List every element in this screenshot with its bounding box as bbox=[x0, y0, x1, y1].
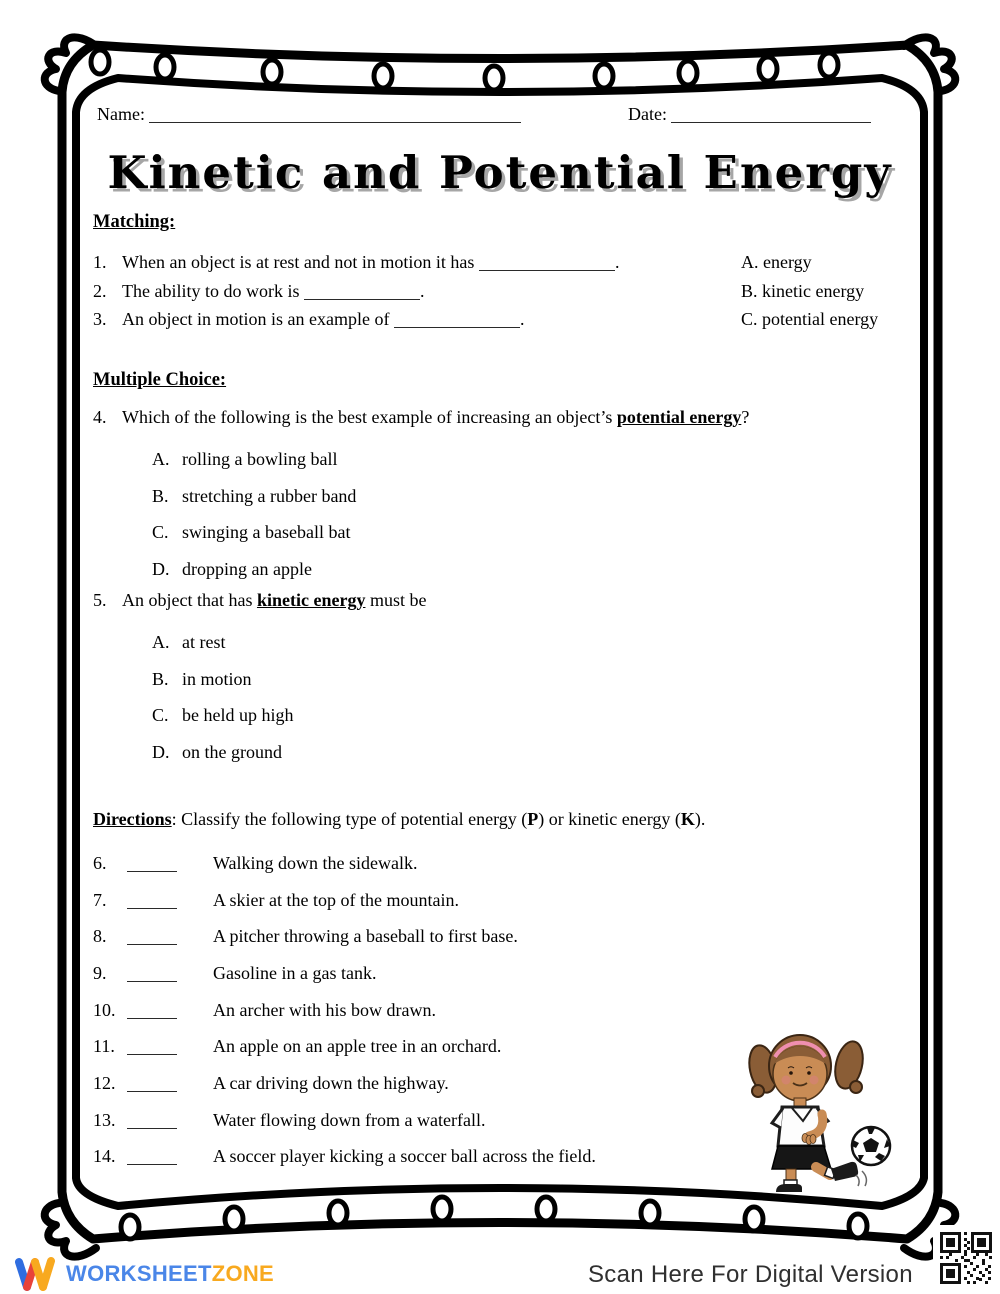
option-text: dropping an apple bbox=[182, 558, 312, 579]
classify-row-6 bbox=[93, 845, 596, 882]
question-keyword: kinetic energy bbox=[256, 590, 366, 610]
face bbox=[773, 1047, 827, 1101]
soccer-girl-clipart bbox=[748, 1022, 908, 1194]
question-text-tail: ? bbox=[741, 407, 750, 427]
option-text: be held up high bbox=[182, 705, 294, 725]
option-letter: A. bbox=[152, 449, 170, 469]
name-blank-line bbox=[149, 106, 521, 123]
brand-zone: ZONE bbox=[211, 1261, 275, 1286]
option-text: at rest bbox=[182, 632, 226, 652]
option-letter: A. bbox=[152, 632, 170, 652]
question-5 bbox=[93, 590, 426, 611]
question-text-pre: An object that has bbox=[122, 590, 257, 610]
question-text: An object in motion is an example of bbox=[122, 309, 390, 330]
multiple-choice-heading: Multiple Choice: bbox=[93, 370, 227, 390]
date-label: Date: bbox=[628, 104, 667, 124]
answer-blank-line bbox=[479, 254, 615, 271]
qr-code bbox=[933, 1225, 999, 1290]
question-text-tail: must be bbox=[365, 590, 427, 610]
classify-row-8 bbox=[93, 918, 596, 955]
matching-question-2 bbox=[93, 277, 619, 306]
answer-blank-line bbox=[127, 1148, 177, 1165]
item-number: 6. bbox=[93, 853, 107, 873]
item-text: A soccer player kicking a soccer ball across the field. bbox=[213, 1146, 596, 1167]
item-number: 12. bbox=[93, 1072, 116, 1093]
face-features bbox=[782, 1067, 819, 1086]
standing-leg bbox=[786, 1169, 796, 1182]
hair-fringe bbox=[774, 1046, 826, 1064]
question-tail: . bbox=[519, 309, 525, 330]
item-number: 10. bbox=[93, 999, 116, 1020]
headband bbox=[775, 1043, 825, 1057]
directions-label: Directions bbox=[93, 809, 172, 829]
directions-line bbox=[93, 809, 705, 830]
pigtails bbox=[748, 1039, 867, 1097]
option-letter: C. bbox=[152, 705, 169, 725]
matching-question-3 bbox=[93, 305, 619, 334]
option-letter: B. bbox=[152, 668, 169, 689]
answer-text: kinetic energy bbox=[762, 280, 865, 301]
option-b bbox=[152, 661, 293, 698]
matching-question-1 bbox=[93, 248, 619, 277]
answer-blank-line bbox=[127, 1075, 177, 1092]
option-a bbox=[152, 624, 293, 661]
item-number: 14. bbox=[93, 1146, 116, 1167]
item-number: 7. bbox=[93, 889, 107, 910]
matching-heading: Matching: bbox=[93, 212, 176, 232]
answer-blank-line bbox=[127, 892, 177, 909]
item-number: 8. bbox=[93, 926, 107, 947]
classify-row-13 bbox=[93, 1102, 596, 1139]
question-text: The ability to do work is bbox=[122, 280, 300, 301]
option-text: swinging a baseball bat bbox=[182, 522, 351, 542]
directions-colon: : bbox=[171, 809, 182, 829]
answer-text: potential energy bbox=[762, 309, 879, 330]
option-text: in motion bbox=[182, 668, 252, 689]
directions-k-symbol: K bbox=[680, 809, 695, 829]
item-number: 13. bbox=[93, 1109, 116, 1130]
item-text: Gasoline in a gas tank. bbox=[213, 962, 377, 983]
question-5-options bbox=[93, 624, 293, 770]
option-d bbox=[152, 734, 293, 771]
date-field bbox=[628, 104, 871, 125]
page-title: Kinetic and Potential Energy bbox=[107, 146, 893, 199]
answer-blank-line bbox=[127, 1002, 177, 1019]
item-number: 9. bbox=[93, 962, 107, 983]
hand bbox=[802, 1134, 816, 1145]
arm bbox=[809, 1114, 823, 1136]
shirt bbox=[778, 1107, 824, 1146]
answer-choice-a bbox=[741, 248, 878, 277]
sock-right bbox=[825, 1167, 837, 1179]
item-text: A pitcher throwing a baseball to first base. bbox=[213, 926, 518, 947]
date-blank-line bbox=[671, 106, 871, 123]
classify-row-9 bbox=[93, 955, 596, 992]
classify-row-14 bbox=[93, 1138, 596, 1175]
question-number: 4. bbox=[93, 407, 107, 427]
collar bbox=[792, 1108, 812, 1121]
question-text: When an object is at rest and not in motion it has bbox=[122, 252, 475, 272]
classify-row-12 bbox=[93, 1065, 596, 1102]
classification-list bbox=[93, 845, 596, 1175]
option-c bbox=[152, 514, 356, 551]
question-number: 5. bbox=[93, 590, 107, 610]
scan-here-text: Scan Here For Digital Version bbox=[588, 1261, 913, 1288]
answer-blank-line bbox=[394, 311, 520, 328]
item-text: A skier at the top of the mountain. bbox=[213, 889, 459, 910]
answer-letter: C. bbox=[741, 309, 758, 330]
answer-letter: A. bbox=[741, 252, 759, 272]
name-field bbox=[97, 104, 521, 125]
directions-p-symbol: P bbox=[527, 809, 539, 829]
option-d bbox=[152, 551, 356, 588]
answer-blank-line bbox=[304, 283, 420, 300]
question-number: 3. bbox=[93, 309, 107, 330]
worksheet-zone-w-icon bbox=[12, 1254, 58, 1294]
answer-blank-line bbox=[127, 1038, 177, 1055]
motion-lines bbox=[856, 1171, 866, 1186]
question-number: 1. bbox=[93, 252, 107, 272]
brand-worksheet: WORKSHEET bbox=[66, 1261, 212, 1286]
question-tail: . bbox=[419, 280, 425, 301]
item-text: Walking down the sidewalk. bbox=[213, 853, 418, 873]
option-letter: D. bbox=[152, 741, 170, 762]
name-label: Name: bbox=[97, 104, 145, 124]
sleeve-right bbox=[817, 1108, 828, 1126]
option-letter: C. bbox=[152, 522, 169, 542]
shorts bbox=[772, 1146, 831, 1169]
answer-blank-line bbox=[127, 855, 177, 872]
classify-row-11 bbox=[93, 1028, 596, 1065]
question-number: 2. bbox=[93, 280, 107, 301]
answer-choice-c bbox=[741, 305, 878, 334]
item-text: A car driving down the highway. bbox=[213, 1072, 449, 1093]
border-bottom-circles bbox=[121, 1197, 867, 1239]
answer-blank-line bbox=[127, 965, 177, 982]
option-letter: B. bbox=[152, 485, 169, 506]
answer-letter: B. bbox=[741, 280, 758, 301]
question-4 bbox=[93, 407, 749, 428]
qr-code-icon bbox=[939, 1231, 993, 1285]
item-text: An archer with his bow drawn. bbox=[213, 999, 436, 1020]
option-letter: D. bbox=[152, 558, 170, 579]
answer-blank-line bbox=[127, 928, 177, 945]
item-number: 11. bbox=[93, 1036, 115, 1057]
matching-questions bbox=[93, 248, 619, 334]
question-keyword: potential energy bbox=[616, 407, 742, 427]
kicking-leg bbox=[816, 1167, 830, 1175]
item-text: An apple on an apple tree in an orchard. bbox=[213, 1036, 502, 1057]
shoe-left bbox=[776, 1184, 802, 1192]
border-top-circles bbox=[91, 50, 838, 90]
option-a bbox=[152, 441, 356, 478]
directions-text-3: ). bbox=[694, 809, 706, 829]
sock-left bbox=[784, 1180, 797, 1186]
shoe-right bbox=[831, 1162, 858, 1181]
option-c bbox=[152, 697, 293, 734]
matching-answer-bank bbox=[741, 248, 878, 334]
question-4-options bbox=[93, 441, 356, 587]
option-text: stretching a rubber band bbox=[182, 485, 357, 506]
answer-choice-b bbox=[741, 277, 878, 306]
classify-row-7 bbox=[93, 882, 596, 919]
classify-row-10 bbox=[93, 992, 596, 1029]
answer-blank-line bbox=[127, 1112, 177, 1129]
option-b bbox=[152, 478, 356, 515]
sleeve-left bbox=[772, 1108, 783, 1128]
option-text: on the ground bbox=[182, 741, 282, 762]
directions-text-1: Classify the following type of potential energy ( bbox=[181, 809, 528, 829]
option-text: rolling a bowling ball bbox=[182, 449, 338, 469]
answer-text: energy bbox=[763, 252, 812, 272]
hair bbox=[769, 1035, 831, 1097]
directions-text-2: ) or kinetic energy ( bbox=[538, 809, 681, 829]
question-tail: . bbox=[614, 252, 620, 272]
soccer-ball-icon bbox=[852, 1127, 890, 1165]
worksheet-zone-logo bbox=[12, 1254, 274, 1294]
item-text: Water flowing down from a waterfall. bbox=[213, 1109, 486, 1130]
question-text-pre: Which of the following is the best example of increasing an object’s bbox=[122, 407, 617, 427]
